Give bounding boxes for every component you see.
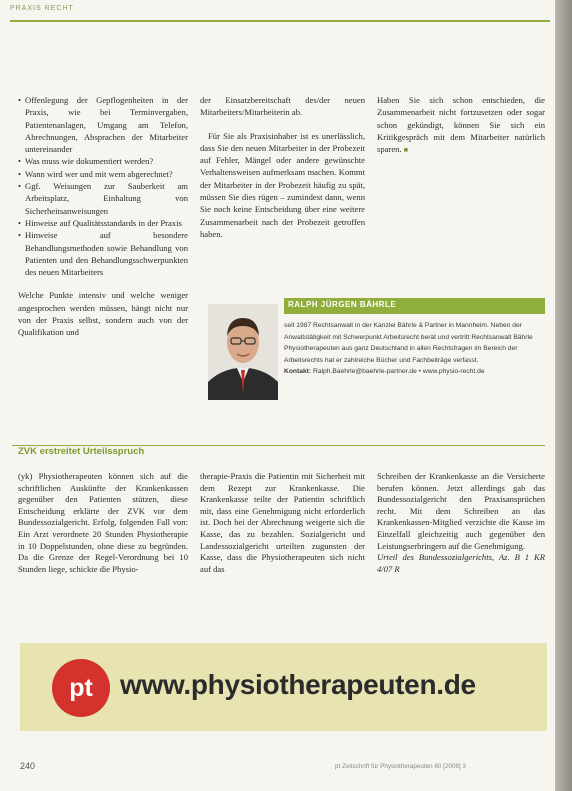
- author-bio-text: seit 1987 Rechtsanwalt in der Kanzlei Bährle & Partner in Mannheim. Neben der Anwaltstätigkeit mit Schwerpunkt Arbeitsrecht berät und vertritt Rechtsanwalt Bährle Physiotherapeuten aus ganz Deutschland in allen Rechtsfragen im Bereich der Arbeitsrechts hat er zahlreiche Bücher und Fachbeiträge verfasst.: [284, 322, 533, 364]
- header-rule: [10, 6, 550, 22]
- body-paragraph: Welche Punkte intensiv und welche weniger angesprochen werden müssen, hängt nicht nur von der Praxis selbst, sondern auch von der Qualifikation und: [18, 290, 188, 338]
- list-item: • Hinweise auf Qualitätsstandards in der Praxis: [18, 217, 188, 229]
- section-column-2: [200, 471, 365, 575]
- list-item: • Wann wird wer und mit wem abgerechnet?: [18, 168, 188, 180]
- author-portrait: [208, 304, 278, 400]
- contact-separator: :: [308, 368, 313, 375]
- page-edge-shadow: [555, 0, 572, 791]
- list-item: • Hinweise auf besondere Behandlungsmethoden sowie Behandlung von Patienten und den Behandlungsschwerpunkten des neuen Mitarbeiters: [18, 229, 188, 278]
- ad-banner[interactable]: [20, 643, 547, 731]
- end-mark: ■: [403, 146, 408, 155]
- body-paragraph: therapie-Praxis die Patientin mit Sicherheit mit dem Rezept zur Krankenkasse. Die Krankenkasse teilte der Patientin schriftlich mit, dass eine Genehmigung nicht erforderlich ist. Doch bei der Abrechnung weigerte sich die Kasse, das zu bezahlen. Sozialgericht und Landessozialgericht urteilten zugunsten der Kasse, dass die Physiotherapeuten sich nicht auf das: [200, 471, 365, 574]
- column-2: [200, 94, 365, 251]
- column-1: [18, 94, 188, 350]
- court-source: Urteil des Bundessozialgerichts, Az. B 1 KR 4/07 R: [377, 552, 545, 574]
- author-name-bar: [284, 298, 545, 314]
- list-item: • Offenlegung der Gepflogenheiten in der Praxis, wie bei Terminvergaben, Patientenanlagen, Umgang am Telefon, Abrechnungen, Absprachen der Mitarbeiter untereinander: [18, 94, 188, 155]
- contact-value: Ralph.Baehrle@baehrle-partner.de • www.physio-recht.de: [313, 368, 485, 375]
- page-number: 240: [20, 761, 36, 771]
- column-3: [377, 94, 545, 167]
- footer-source: pt Zeitschrift für Physiotherapeuten 60 [2008] 3: [335, 763, 466, 770]
- section-column-1: [18, 471, 188, 575]
- body-paragraph: der Einsatzbereitschaft des/der neuen Mitarbeiters/Mitarbeiterin ab.: [200, 95, 365, 118]
- body-paragraph: (yk) Physiotherapeuten können sich auf die schriftlichen Auskünfte der Krankenkassen gegenüber den Patienten stützen, diese Entscheidung erklärte der ZVK vor dem Bundessozialgericht. Erfolg, folgenden Fall von: Ein Arzt verordnete 20 Stunden Physiotherapie in 10 Doppelstunden, ohne diese zu begründen. Da die Grenze der Regel-Verordnung bei 10 Stunden liege, schickte die Physio-: [18, 471, 188, 574]
- author-name: RALPH JÜRGEN BÄHRLE: [288, 300, 397, 309]
- banner-url[interactable]: www.physiotherapeuten.de: [120, 669, 476, 700]
- list-item: • Was muss wie dokumentiert werden?: [18, 155, 188, 167]
- body-paragraph: Schreiben der Krankenkasse an die Versicherte berufen können. Jetzt allerdings gab das Bundessozialgericht den Praxisansprüchen recht. Mit dem Schreiben an das Krankenkassen-Mitglied verzichte die Kasse im Einzelfall gleichzeitig auch gegenüber den Leistungserbringern auf die Genehmigung.: [377, 471, 545, 551]
- contact-label: Kontakt: [284, 368, 309, 375]
- author-photo: [208, 304, 278, 400]
- author-bio: [284, 320, 545, 378]
- section-kicker: PRAXIS RECHT: [10, 5, 74, 12]
- body-paragraph: Haben Sie sich schon entschieden, die Zusammenarbeit nicht fortzusetzen oder sogar schon gekündigt, können Sie sich ein Kritikgespräch mit dem Mitarbeiter natürlich sparen. ■: [377, 95, 545, 155]
- author-box: [200, 298, 545, 408]
- body-paragraph: Für Sie als Praxisinhaber ist es unerlässlich, dass Sie den neuen Mitarbeiter in der Probezeit auf Fehler, Mängel oder andere gewünschte Verhaltensweisen aufmerksam machen. Kommt der Mitarbeiter in der Probezeit häufig zu spät, müssen Sie dies rügen – zumindest dann, wenn Sie noch keine Entscheidung über eine weitere Zusammenarbeit nach der Probezeit getroffen haben.: [200, 130, 365, 239]
- checklist: [18, 94, 188, 278]
- list-item: • Ggf. Weisungen zur Sauberkeit am Arbeitsplatz, Einhaltung von Sicherheitsanweisungen: [18, 180, 188, 217]
- section-title: ZVK erstreitet Urteilsspruch: [18, 446, 145, 457]
- section-column-3: [377, 471, 545, 575]
- pt-logo: pt: [52, 659, 110, 717]
